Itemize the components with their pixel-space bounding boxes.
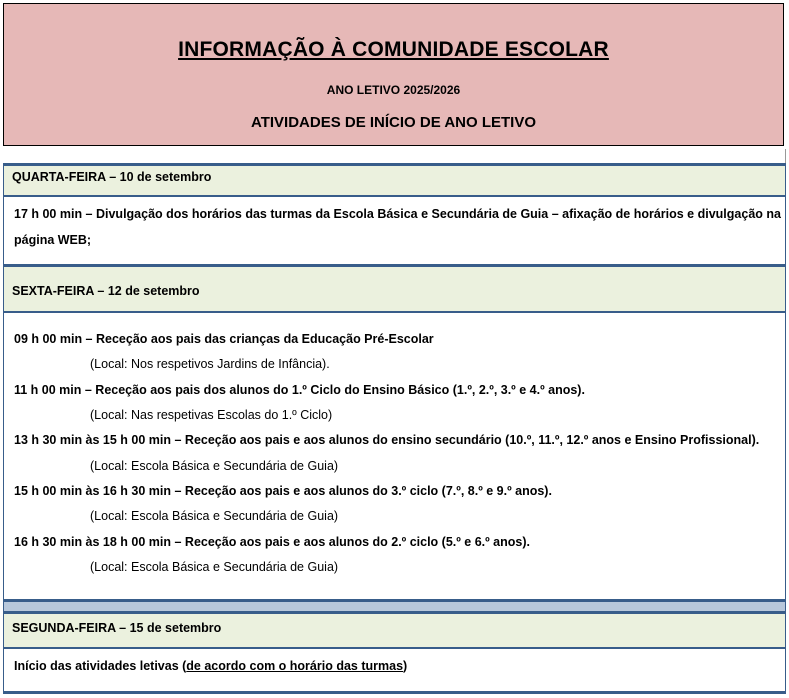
day-body-wednesday <box>3 197 786 264</box>
schedule-note: de acordo com o horário das turmas <box>186 659 404 673</box>
activity-location: (Local: Escola Básica e Secundária de Guia) <box>90 560 339 574</box>
activity-line: 11 h 00 min – Receção aos pais dos alunos do 1.º Ciclo do Ensino Básico (1.º, 2.º, 3.º e 4.º anos). <box>14 383 585 397</box>
activity-line: página WEB; <box>14 233 92 247</box>
day-label: SEGUNDA-FEIRA – 15 de setembro <box>12 621 222 635</box>
spacer-band <box>3 602 786 611</box>
activity-line: 17 h 00 min – Divulgação dos horários das turmas da Escola Básica e Secundária de Guia – afixação de horários e divulgação na <box>14 207 781 221</box>
divider <box>785 149 786 163</box>
divider <box>3 691 786 694</box>
activity-line: 13 h 30 min às 15 h 00 min – Receção aos pais e aos alunos do ensino secundário (10.º, 11.º, 12.º anos e Ensino Profissional). <box>14 433 760 447</box>
day-body-monday <box>3 649 786 691</box>
activity-line: 16 h 30 min às 18 h 00 min – Receção aos pais e aos alunos do 2.º ciclo (5.º e 6.º anos). <box>14 535 530 549</box>
day-header-friday <box>3 267 786 311</box>
activity-line: 09 h 00 min – Receção aos pais das crianças da Educação Pré-Escolar <box>14 332 434 346</box>
activity-location: (Local: Escola Básica e Secundária de Guia) <box>90 509 339 523</box>
activity-location: (Local: Nas respetivas Escolas do 1.º Ciclo) <box>90 408 333 422</box>
activity-location: (Local: Nos respetivos Jardins de Infância). <box>90 357 330 371</box>
school-year: ANO LETIVO 2025/2026 <box>326 83 461 97</box>
activity-line: Início das atividades letivas (de acordo com o horário das turmas) <box>14 659 408 673</box>
day-header-monday <box>3 614 786 647</box>
page-subtitle: ATIVIDADES DE INÍCIO DE ANO LETIVO <box>250 114 537 131</box>
day-header-wednesday <box>3 166 786 195</box>
activity-location: (Local: Escola Básica e Secundária de Guia) <box>90 459 339 473</box>
day-label: SEXTA-FEIRA – 12 de setembro <box>12 284 200 298</box>
day-label: QUARTA-FEIRA – 10 de setembro <box>12 170 212 184</box>
activity-line: 15 h 00 min às 16 h 30 min – Receção aos pais e aos alunos do 3.º ciclo (7.º, 8.º e 9.º anos). <box>14 484 552 498</box>
day-body-friday <box>3 313 786 599</box>
page-title: INFORMAÇÃO À COMUNIDADE ESCOLAR <box>178 38 609 61</box>
header-banner <box>3 3 784 146</box>
